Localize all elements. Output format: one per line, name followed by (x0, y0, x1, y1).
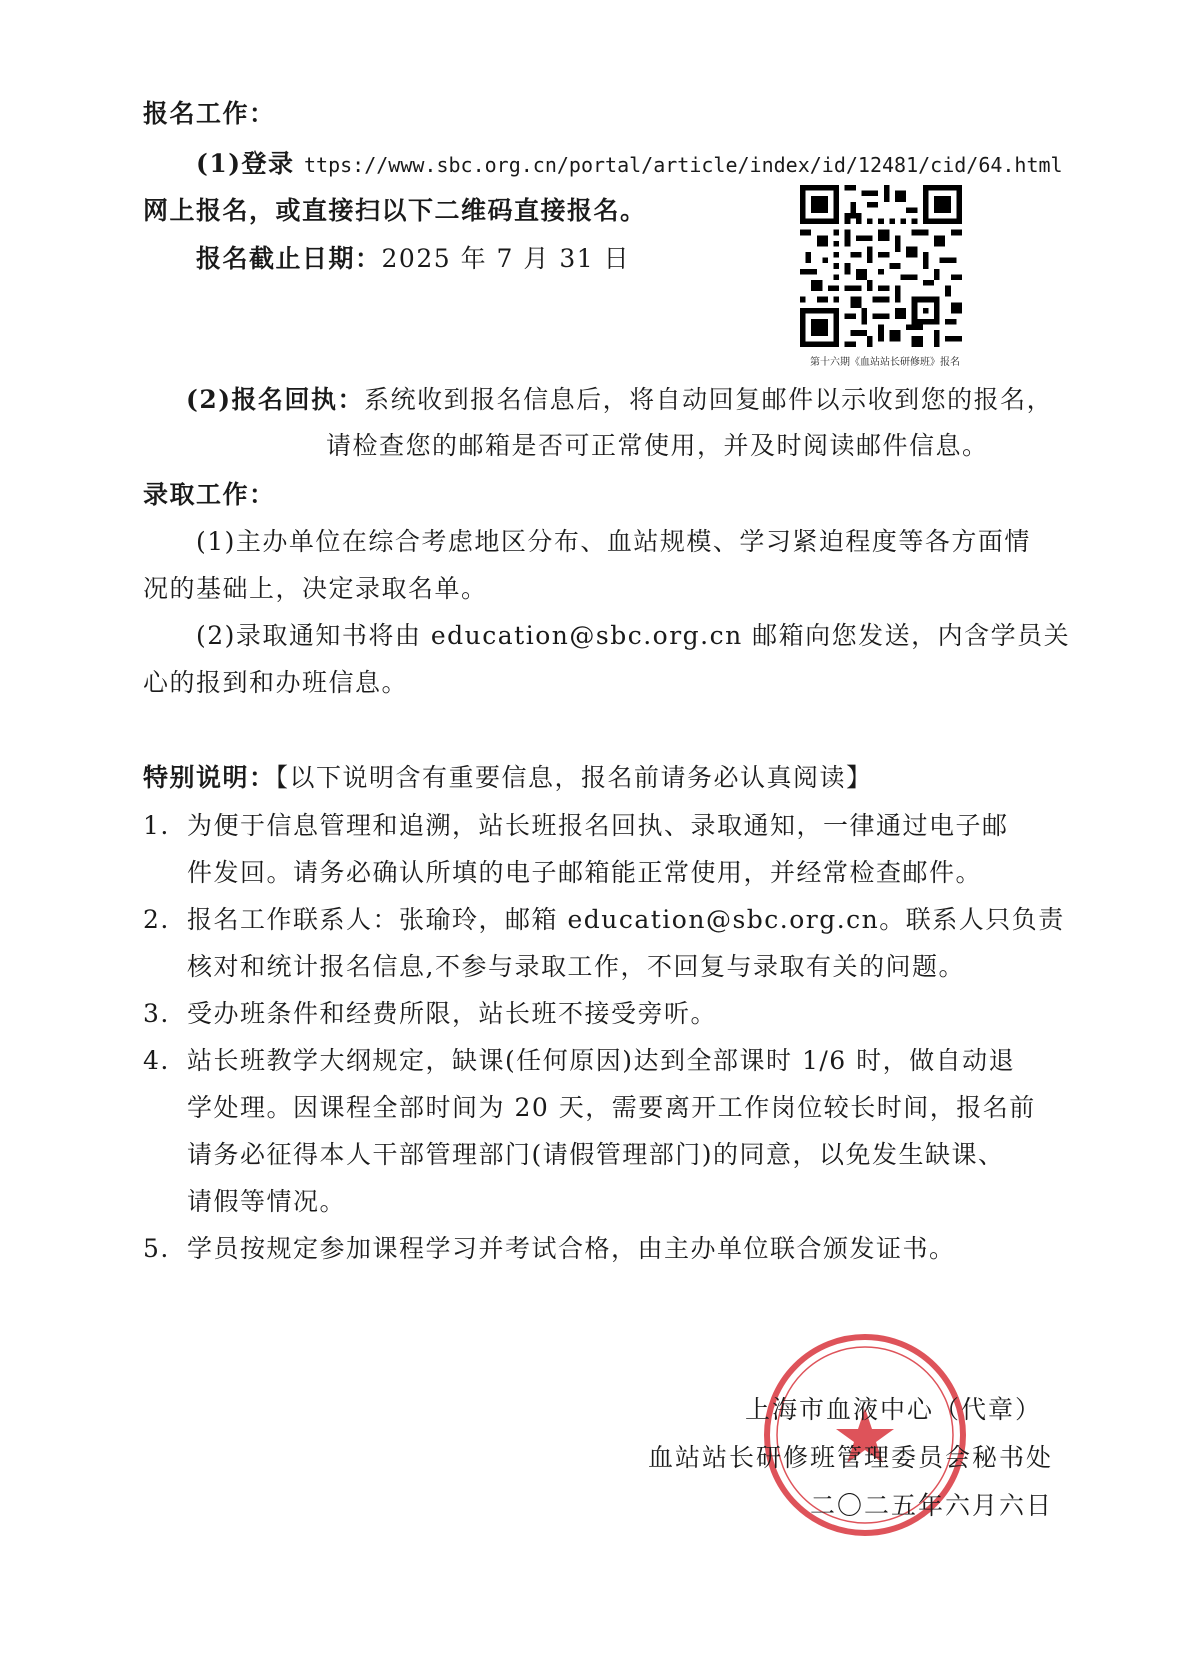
note-item-line (143, 1090, 1036, 1126)
signature-line1: 上海市血液中心（代章） (745, 1395, 1043, 1424)
note-item-line (143, 1231, 956, 1267)
note-item-number: 4. (143, 1046, 170, 1075)
note-item-text: 请务必征得本人干部管理部门(请假管理部门)的同意，以免发生缺课、 (187, 1140, 1005, 1169)
note-item-line (143, 808, 1009, 844)
note-item-text: 学员按规定参加课程学习并考试合格，由主办单位联合颁发证书。 (187, 1234, 956, 1263)
note-item-line (143, 996, 717, 1032)
note-item-number: 1. (143, 811, 170, 840)
note-item-text: 报名工作联系人：张瑜玲，邮箱 education@sbc.org.cn。联系人只负责 (187, 905, 1065, 934)
admission-p2-line2: 心的报到和办班信息。 (143, 668, 409, 697)
note-item-text: 学处理。因课程全部时间为 20 天，需要离开工作岗位较长时间，报名前 (187, 1093, 1036, 1122)
note-item-number: 2. (143, 905, 170, 934)
note-item-line (143, 855, 982, 891)
qr-caption: 第十六期《血站站长研修班》报名 (810, 357, 960, 368)
admission-p2-line1: (2)录取通知书将由 education@sbc.org.cn 邮箱向您发送，内含学员关 (196, 621, 1071, 650)
note-item-text: 受办班条件和经费所限，站长班不接受旁听。 (187, 999, 718, 1028)
notes-heading-row (143, 760, 873, 796)
note-item-line (143, 949, 965, 985)
step2-label: (2)报名回执： (186, 385, 365, 414)
qr-code-image[interactable] (800, 185, 962, 347)
note-item-text: 请假等情况。 (187, 1187, 347, 1216)
step1-line2: 网上报名，或直接扫以下二维码直接报名。 (143, 196, 647, 225)
signature-date: 二〇二五年六月六日 (810, 1491, 1054, 1520)
note-item-text: 核对和统计报名信息,不参与录取工作，不回复与录取有关的问题。 (187, 952, 965, 981)
note-item-text: 为便于信息管理和追溯，站长班报名回执、录取通知，一律通过电子邮 (187, 811, 1009, 840)
registration-heading: 报名工作： (143, 99, 276, 128)
admission-p1-line1: (1)主办单位在综合考虑地区分布、血站规模、学习紧迫程度等各方面情 (196, 527, 1031, 556)
note-item-line (143, 1043, 1015, 1079)
note-item-line (143, 1184, 346, 1220)
admission-p1-line2: 况的基础上，决定录取名单。 (143, 574, 488, 603)
signature-line2: 血站站长研修班管理委员会秘书处 (648, 1443, 1054, 1472)
step2-text2: 请检查您的邮箱是否可正常使用，并及时阅读邮件信息。 (326, 431, 989, 460)
notes-heading: 特别说明： (143, 763, 276, 792)
deadline-value: 2025 年 7 月 31 日 (381, 244, 631, 273)
registration-url-link[interactable]: ttps://www.sbc.org.cn/portal/article/index/id/12481/cid/64.html (304, 153, 1063, 177)
step2-text1: 系统收到报名信息后，将自动回复邮件以示收到您的报名， (364, 385, 1054, 414)
deadline-label: 报名截止日期： (196, 244, 382, 273)
note-item-line (143, 902, 1065, 938)
note-item-number: 3. (143, 999, 170, 1028)
note-item-number: 5. (143, 1234, 170, 1263)
admission-heading: 录取工作： (143, 480, 276, 509)
notes-heading-note: 【以下说明含有重要信息，报名前请务必认真阅读】 (275, 763, 873, 792)
note-item-text: 件发回。请务必确认所填的电子邮箱能正常使用，并经常检查邮件。 (187, 858, 983, 887)
step2-row (186, 382, 1053, 418)
step1-row (196, 146, 1063, 183)
note-item-text: 站长班教学大纲规定，缺课(任何原因)达到全部课时 1/6 时，做自动退 (187, 1046, 1016, 1075)
step1-label: (1)登录 (196, 149, 295, 178)
note-item-line (143, 1137, 1005, 1173)
deadline-row (196, 241, 630, 277)
